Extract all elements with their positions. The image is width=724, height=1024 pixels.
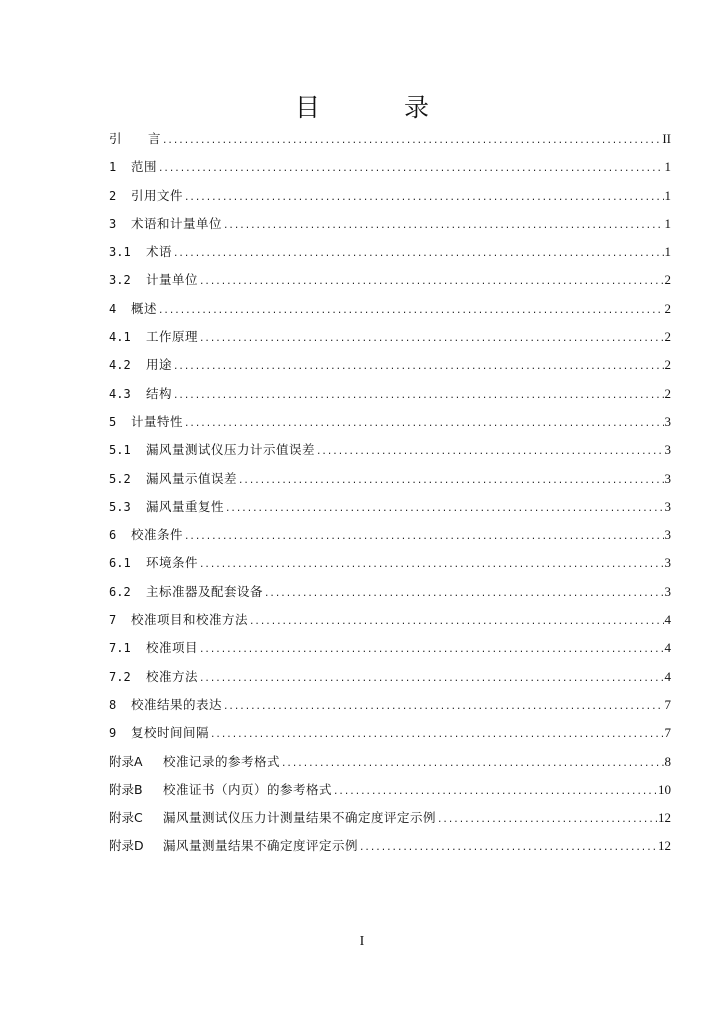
- dot-leader: [173, 249, 663, 259]
- page-title: 目 录: [295, 93, 467, 122]
- toc-entry-number: 5.1: [109, 443, 131, 458]
- toc-entry-number: 4: [109, 301, 117, 316]
- toc-entry-number: 8: [109, 697, 117, 712]
- dot-leader: [184, 532, 663, 542]
- toc-entry-number: 3.1: [109, 245, 131, 260]
- dot-leader: [333, 787, 657, 797]
- toc-entry-number: 附录A: [109, 753, 143, 769]
- toc-entry-number: 7.2: [109, 669, 131, 684]
- dot-leader: [184, 419, 663, 429]
- toc-entry-label: 校准方法: [146, 668, 199, 684]
- toc-entry[interactable]: [109, 412, 671, 440]
- toc-entry-number: 1: [109, 160, 117, 175]
- toc-entry-page: 1: [664, 187, 671, 203]
- toc-entry-number: 5.2: [109, 471, 131, 486]
- toc-entry-label: 校准证书（内页）的参考格式: [163, 781, 333, 797]
- toc-entry[interactable]: [109, 695, 671, 723]
- dot-leader: [223, 702, 663, 712]
- dot-leader: [238, 476, 663, 486]
- toc-entry[interactable]: [109, 129, 671, 157]
- toc-entry-label: 漏风量示值误差: [146, 470, 238, 486]
- toc-entry-label: 漏风量测量结果不确定度评定示例: [163, 838, 359, 854]
- toc-entry-number: 4.3: [109, 386, 131, 401]
- toc-entry-page: 10: [658, 781, 671, 797]
- toc-entry-label: 概述: [131, 300, 158, 316]
- toc-entry-label: 工作原理: [146, 329, 199, 345]
- toc-entry[interactable]: [109, 582, 671, 610]
- dot-leader: [437, 815, 657, 825]
- toc-entry[interactable]: [109, 355, 671, 383]
- toc-entry-page: 2: [664, 329, 671, 345]
- toc-entry-number: 附录B: [109, 781, 143, 797]
- toc-entry-page: 2: [664, 385, 671, 401]
- dot-leader: [199, 277, 663, 287]
- toc-entry-label: 引用文件: [131, 187, 184, 203]
- table-of-contents: [109, 129, 671, 865]
- dot-leader: [173, 391, 663, 401]
- toc-entry-label: 用途: [146, 357, 173, 373]
- toc-entry-number: 5.3: [109, 499, 131, 514]
- toc-entry-label: 校准条件: [131, 527, 184, 543]
- toc-entry-number: 2: [109, 188, 117, 203]
- toc-entry-number: 3.2: [109, 273, 131, 288]
- toc-entry-label: 范围: [131, 159, 158, 175]
- toc-entry-label: 术语: [146, 244, 173, 260]
- toc-entry-page: 3: [664, 583, 671, 599]
- toc-entry-label: 校准结果的表达: [131, 696, 223, 712]
- toc-entry-page: 12: [658, 838, 671, 854]
- dot-leader: [199, 334, 663, 344]
- toc-entry-page: 7: [664, 696, 671, 712]
- toc-entry[interactable]: [109, 752, 671, 780]
- dot-leader: [173, 362, 663, 372]
- toc-entry-page: 2: [664, 272, 671, 288]
- toc-entry-label: 校准项目和校准方法: [131, 612, 249, 628]
- toc-entry-page: 3: [664, 555, 671, 571]
- toc-entry-label: 结构: [146, 385, 173, 401]
- toc-entry[interactable]: [109, 780, 671, 808]
- toc-entry-label: 校准记录的参考格式: [163, 753, 281, 769]
- toc-entry[interactable]: [109, 384, 671, 412]
- dot-leader: [162, 136, 661, 146]
- toc-entry-number: 4.1: [109, 330, 131, 345]
- dot-leader: [223, 221, 663, 231]
- toc-entry[interactable]: [109, 157, 671, 185]
- toc-entry[interactable]: [109, 808, 671, 836]
- toc-entry[interactable]: [109, 497, 671, 525]
- toc-entry-label: 主标准器及配套设备: [146, 583, 264, 599]
- toc-entry-page: 3: [664, 442, 671, 458]
- toc-entry-number: 7.1: [109, 641, 131, 656]
- toc-entry-page: 12: [658, 810, 671, 826]
- toc-entry-number: 3: [109, 216, 117, 231]
- toc-entry-page: 4: [664, 640, 671, 656]
- toc-entry[interactable]: [109, 270, 671, 298]
- toc-entry-page: 2: [664, 300, 671, 316]
- toc-entry-label: 漏风量重复性: [146, 498, 225, 514]
- toc-entry[interactable]: [109, 299, 671, 327]
- dot-leader: [359, 843, 657, 853]
- toc-entry-page: 8: [664, 753, 671, 769]
- toc-entry-label: 校准项目: [146, 640, 199, 656]
- toc-entry[interactable]: [109, 723, 671, 751]
- dot-leader: [225, 504, 663, 514]
- toc-entry-label: 漏风量测试仪压力计示值误差: [146, 442, 316, 458]
- toc-entry-label: 环境条件: [146, 555, 199, 571]
- toc-entry-number: 6: [109, 528, 117, 543]
- toc-entry-label: 复校时间间隔: [131, 725, 210, 741]
- dot-leader: [199, 560, 663, 570]
- toc-entry-label: 计量特性: [131, 413, 184, 429]
- toc-entry[interactable]: [109, 469, 671, 497]
- toc-entry-number: 5: [109, 414, 117, 429]
- toc-entry-page: 1: [664, 215, 671, 231]
- toc-entry-label: 漏风量测试仪压力计测量结果不确定度评定示例: [163, 810, 437, 826]
- toc-entry-label: 计量单位: [146, 272, 199, 288]
- dot-leader: [199, 674, 663, 684]
- toc-entry-page: 3: [664, 498, 671, 514]
- dot-leader: [184, 193, 663, 203]
- dot-leader: [158, 306, 663, 316]
- toc-entry[interactable]: [109, 525, 671, 553]
- toc-entry-page: 2: [664, 357, 671, 373]
- toc-entry-page: 3: [664, 470, 671, 486]
- dot-leader: [281, 759, 663, 769]
- toc-entry-number: 附录C: [109, 810, 143, 826]
- toc-entry[interactable]: [109, 214, 671, 242]
- toc-entry[interactable]: [109, 327, 671, 355]
- dot-leader: [158, 164, 663, 174]
- page-number: I: [359, 934, 365, 949]
- toc-entry-page: 4: [664, 612, 671, 628]
- toc-entry[interactable]: [109, 667, 671, 695]
- toc-entry-number: 6.2: [109, 584, 131, 599]
- toc-entry-label: 引 言: [109, 131, 162, 146]
- toc-entry-page: 1: [664, 244, 671, 260]
- toc-entry[interactable]: [109, 242, 671, 270]
- toc-entry[interactable]: [109, 186, 671, 214]
- toc-entry-page: II: [662, 131, 671, 146]
- toc-entry-number: 6.1: [109, 556, 131, 571]
- toc-entry-page: 3: [664, 527, 671, 543]
- dot-leader: [316, 447, 663, 457]
- dot-leader: [249, 617, 663, 627]
- toc-entry-page: 4: [664, 668, 671, 684]
- toc-entry[interactable]: [109, 638, 671, 666]
- toc-entry[interactable]: [109, 440, 671, 468]
- toc-entry-number: 9: [109, 726, 117, 741]
- toc-entry-page: 7: [664, 725, 671, 741]
- toc-entry-page: 1: [664, 159, 671, 175]
- dot-leader: [199, 645, 663, 655]
- toc-entry[interactable]: [109, 610, 671, 638]
- toc-entry[interactable]: [109, 836, 671, 864]
- dot-leader: [264, 589, 663, 599]
- toc-entry[interactable]: [109, 553, 671, 581]
- dot-leader: [210, 730, 663, 740]
- toc-entry-number: 7: [109, 613, 117, 628]
- toc-entry-page: 3: [664, 413, 671, 429]
- toc-entry-number: 4.2: [109, 358, 131, 373]
- toc-entry-label: 术语和计量单位: [131, 215, 223, 231]
- toc-entry-number: 附录D: [109, 838, 144, 854]
